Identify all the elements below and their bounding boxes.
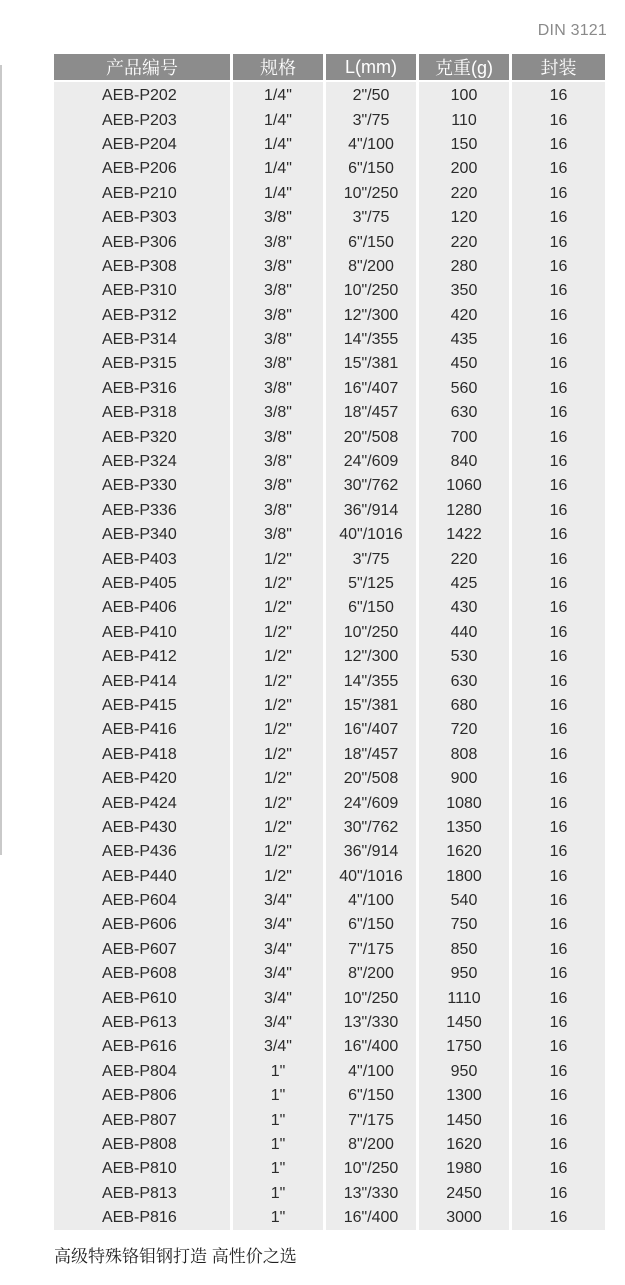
- weight-cell: 1110: [419, 986, 512, 1010]
- weight-cell: 1750: [419, 1035, 512, 1059]
- product-code-cell: AEB-P806: [54, 1084, 233, 1108]
- slogan-text: 高级特殊铬钼钢打造 高性价之选: [54, 1247, 297, 1266]
- length-cell: 3"/75: [326, 108, 419, 132]
- product-code-cell: AEB-P340: [54, 523, 233, 547]
- table-row: [54, 230, 605, 254]
- size-cell: 1/2": [233, 743, 326, 767]
- table-row: [54, 279, 605, 303]
- package-cell: 16: [512, 816, 605, 840]
- package-cell: 16: [512, 596, 605, 620]
- package-cell: 16: [512, 450, 605, 474]
- product-code-cell: AEB-P813: [54, 1182, 233, 1206]
- length-cell: 16"/400: [326, 1206, 419, 1230]
- table-row: [54, 1182, 605, 1206]
- size-cell: 3/8": [233, 401, 326, 425]
- size-cell: 1/2": [233, 816, 326, 840]
- package-cell: 16: [512, 767, 605, 791]
- length-cell: 24"/609: [326, 791, 419, 815]
- package-cell: 16: [512, 743, 605, 767]
- product-code-cell: AEB-P414: [54, 669, 233, 693]
- weight-cell: 1800: [419, 865, 512, 889]
- size-cell: 3/4": [233, 986, 326, 1010]
- weight-cell: 750: [419, 913, 512, 937]
- length-cell: 15"/381: [326, 352, 419, 376]
- table-row: [54, 1011, 605, 1035]
- package-cell: 16: [512, 889, 605, 913]
- size-cell: 3/8": [233, 474, 326, 498]
- package-cell: 16: [512, 962, 605, 986]
- size-cell: 1": [233, 1108, 326, 1132]
- length-cell: 6"/150: [326, 596, 419, 620]
- length-cell: 10"/250: [326, 621, 419, 645]
- package-cell: 16: [512, 986, 605, 1010]
- product-code-cell: AEB-P606: [54, 913, 233, 937]
- product-code-cell: AEB-P807: [54, 1108, 233, 1132]
- product-code-cell: AEB-P804: [54, 1060, 233, 1084]
- product-code-cell: AEB-P424: [54, 791, 233, 815]
- table-row: [54, 1108, 605, 1132]
- header-row: [54, 54, 605, 82]
- weight-cell: 110: [419, 108, 512, 132]
- length-cell: 14"/355: [326, 328, 419, 352]
- size-cell: 1/4": [233, 82, 326, 108]
- size-cell: 3/4": [233, 889, 326, 913]
- product-code-cell: AEB-P430: [54, 816, 233, 840]
- table-row: [54, 401, 605, 425]
- length-cell: 6"/150: [326, 230, 419, 254]
- weight-cell: 120: [419, 206, 512, 230]
- size-cell: 3/8": [233, 279, 326, 303]
- length-cell: 14"/355: [326, 669, 419, 693]
- length-cell: 13"/330: [326, 1011, 419, 1035]
- weight-cell: 630: [419, 401, 512, 425]
- size-cell: 3/8": [233, 230, 326, 254]
- weight-cell: 350: [419, 279, 512, 303]
- size-cell: 3/8": [233, 352, 326, 376]
- product-code-cell: AEB-P324: [54, 450, 233, 474]
- weight-cell: 1620: [419, 1133, 512, 1157]
- package-cell: 16: [512, 1011, 605, 1035]
- package-cell: 16: [512, 621, 605, 645]
- size-cell: 3/4": [233, 1011, 326, 1035]
- table-row: [54, 840, 605, 864]
- product-code-cell: AEB-P318: [54, 401, 233, 425]
- length-cell: 2"/50: [326, 82, 419, 108]
- package-cell: 16: [512, 474, 605, 498]
- length-cell: 12"/300: [326, 304, 419, 328]
- table-row: [54, 791, 605, 815]
- package-cell: 16: [512, 547, 605, 571]
- length-cell: 4"/100: [326, 1060, 419, 1084]
- length-cell: 15"/381: [326, 694, 419, 718]
- product-code-cell: AEB-P310: [54, 279, 233, 303]
- length-cell: 36"/914: [326, 840, 419, 864]
- length-cell: 20"/508: [326, 425, 419, 449]
- length-cell: 8"/200: [326, 962, 419, 986]
- table-row: [54, 547, 605, 571]
- product-code-cell: AEB-P415: [54, 694, 233, 718]
- weight-cell: 560: [419, 377, 512, 401]
- header-package: 封装: [512, 54, 605, 82]
- package-cell: 16: [512, 352, 605, 376]
- weight-cell: 420: [419, 304, 512, 328]
- product-code-cell: AEB-P303: [54, 206, 233, 230]
- length-cell: 6"/150: [326, 1084, 419, 1108]
- length-cell: 20"/508: [326, 767, 419, 791]
- product-code-cell: AEB-P320: [54, 425, 233, 449]
- package-cell: 16: [512, 1060, 605, 1084]
- weight-cell: 2450: [419, 1182, 512, 1206]
- length-cell: 18"/457: [326, 401, 419, 425]
- table-row: [54, 377, 605, 401]
- length-cell: 12"/300: [326, 645, 419, 669]
- product-code-cell: AEB-P206: [54, 157, 233, 181]
- size-cell: 1/2": [233, 767, 326, 791]
- table-row: [54, 1157, 605, 1181]
- header-product-code: 产品编号: [54, 54, 233, 82]
- package-cell: 16: [512, 82, 605, 108]
- table-header: [54, 54, 605, 82]
- package-cell: 16: [512, 1157, 605, 1181]
- weight-cell: 1060: [419, 474, 512, 498]
- package-cell: 16: [512, 304, 605, 328]
- package-cell: 16: [512, 499, 605, 523]
- product-spec-table: [54, 54, 605, 1230]
- length-cell: 5"/125: [326, 572, 419, 596]
- package-cell: 16: [512, 669, 605, 693]
- weight-cell: 1422: [419, 523, 512, 547]
- product-code-cell: AEB-P418: [54, 743, 233, 767]
- package-cell: 16: [512, 279, 605, 303]
- table-row: [54, 1206, 605, 1230]
- weight-cell: 220: [419, 547, 512, 571]
- product-code-cell: AEB-P202: [54, 82, 233, 108]
- length-cell: 24"/609: [326, 450, 419, 474]
- size-cell: 1/4": [233, 157, 326, 181]
- length-cell: 10"/250: [326, 1157, 419, 1181]
- product-code-cell: AEB-P306: [54, 230, 233, 254]
- table-row: [54, 182, 605, 206]
- package-cell: 16: [512, 206, 605, 230]
- header-size: 规格: [233, 54, 326, 82]
- package-cell: 16: [512, 645, 605, 669]
- size-cell: 3/4": [233, 962, 326, 986]
- package-cell: 16: [512, 108, 605, 132]
- weight-cell: 850: [419, 938, 512, 962]
- weight-cell: 900: [419, 767, 512, 791]
- package-cell: 16: [512, 1108, 605, 1132]
- size-cell: 1/2": [233, 865, 326, 889]
- table-row: [54, 255, 605, 279]
- table-row: [54, 474, 605, 498]
- weight-cell: 425: [419, 572, 512, 596]
- table-row: [54, 450, 605, 474]
- weight-cell: 1450: [419, 1011, 512, 1035]
- package-cell: 16: [512, 425, 605, 449]
- table-row: [54, 133, 605, 157]
- package-cell: 16: [512, 255, 605, 279]
- length-cell: 16"/400: [326, 1035, 419, 1059]
- package-cell: 16: [512, 1206, 605, 1230]
- length-cell: 3"/75: [326, 547, 419, 571]
- package-cell: 16: [512, 572, 605, 596]
- size-cell: 1/2": [233, 621, 326, 645]
- product-code-cell: AEB-P336: [54, 499, 233, 523]
- header-length: L(mm): [326, 54, 419, 82]
- weight-cell: 950: [419, 1060, 512, 1084]
- size-cell: 1/2": [233, 572, 326, 596]
- size-cell: 1/2": [233, 840, 326, 864]
- length-cell: 13"/330: [326, 1182, 419, 1206]
- product-code-cell: AEB-P308: [54, 255, 233, 279]
- weight-cell: 720: [419, 718, 512, 742]
- size-cell: 3/4": [233, 938, 326, 962]
- package-cell: 16: [512, 157, 605, 181]
- length-cell: 4"/100: [326, 889, 419, 913]
- weight-cell: 1980: [419, 1157, 512, 1181]
- length-cell: 40"/1016: [326, 865, 419, 889]
- length-cell: 40"/1016: [326, 523, 419, 547]
- size-cell: 1/2": [233, 645, 326, 669]
- product-code-cell: AEB-P607: [54, 938, 233, 962]
- package-cell: 16: [512, 401, 605, 425]
- weight-cell: 220: [419, 182, 512, 206]
- weight-cell: 540: [419, 889, 512, 913]
- product-code-cell: AEB-P410: [54, 621, 233, 645]
- table-row: [54, 938, 605, 962]
- length-cell: 6"/150: [326, 157, 419, 181]
- size-cell: 3/8": [233, 425, 326, 449]
- table-row: [54, 596, 605, 620]
- weight-cell: 1350: [419, 816, 512, 840]
- package-cell: 16: [512, 523, 605, 547]
- table-row: [54, 523, 605, 547]
- size-cell: 1": [233, 1084, 326, 1108]
- package-cell: 16: [512, 1084, 605, 1108]
- size-cell: 3/8": [233, 499, 326, 523]
- weight-cell: 950: [419, 962, 512, 986]
- product-code-cell: AEB-P314: [54, 328, 233, 352]
- table-row: [54, 1060, 605, 1084]
- package-cell: 16: [512, 1182, 605, 1206]
- table-row: [54, 304, 605, 328]
- size-cell: 3/8": [233, 328, 326, 352]
- length-cell: 36"/914: [326, 499, 419, 523]
- length-cell: 30"/762: [326, 816, 419, 840]
- weight-cell: 808: [419, 743, 512, 767]
- size-cell: 3/4": [233, 1035, 326, 1059]
- table-row: [54, 572, 605, 596]
- length-cell: 10"/250: [326, 182, 419, 206]
- length-cell: 16"/407: [326, 377, 419, 401]
- table-row: [54, 621, 605, 645]
- product-code-cell: AEB-P315: [54, 352, 233, 376]
- length-cell: 18"/457: [326, 743, 419, 767]
- size-cell: 1": [233, 1157, 326, 1181]
- table-row: [54, 816, 605, 840]
- length-cell: 8"/200: [326, 255, 419, 279]
- weight-cell: 100: [419, 82, 512, 108]
- product-code-cell: AEB-P312: [54, 304, 233, 328]
- package-cell: 16: [512, 913, 605, 937]
- product-code-cell: AEB-P203: [54, 108, 233, 132]
- package-cell: 16: [512, 938, 605, 962]
- size-cell: 1/2": [233, 718, 326, 742]
- table-row: [54, 694, 605, 718]
- table-row: [54, 108, 605, 132]
- table-row: [54, 669, 605, 693]
- table-row: [54, 767, 605, 791]
- weight-cell: 530: [419, 645, 512, 669]
- size-cell: 3/8": [233, 523, 326, 547]
- weight-cell: 450: [419, 352, 512, 376]
- size-cell: 3/4": [233, 913, 326, 937]
- length-cell: 8"/200: [326, 1133, 419, 1157]
- package-cell: 16: [512, 791, 605, 815]
- product-code-cell: AEB-P604: [54, 889, 233, 913]
- page-edge-divider: [0, 65, 2, 855]
- length-cell: 7"/175: [326, 1108, 419, 1132]
- size-cell: 1/2": [233, 547, 326, 571]
- product-code-cell: AEB-P330: [54, 474, 233, 498]
- length-cell: 6"/150: [326, 913, 419, 937]
- table-row: [54, 157, 605, 181]
- product-code-cell: AEB-P405: [54, 572, 233, 596]
- table-row: [54, 499, 605, 523]
- product-code-cell: AEB-P420: [54, 767, 233, 791]
- product-code-cell: AEB-P608: [54, 962, 233, 986]
- size-cell: 1": [233, 1182, 326, 1206]
- weight-cell: 700: [419, 425, 512, 449]
- table-row: [54, 743, 605, 767]
- package-cell: 16: [512, 230, 605, 254]
- table-row: [54, 865, 605, 889]
- product-code-cell: AEB-P616: [54, 1035, 233, 1059]
- weight-cell: 1620: [419, 840, 512, 864]
- size-cell: 3/8": [233, 255, 326, 279]
- product-code-cell: AEB-P810: [54, 1157, 233, 1181]
- weight-cell: 1300: [419, 1084, 512, 1108]
- product-code-cell: AEB-P204: [54, 133, 233, 157]
- weight-cell: 430: [419, 596, 512, 620]
- product-code-cell: AEB-P436: [54, 840, 233, 864]
- length-cell: 4"/100: [326, 133, 419, 157]
- table-row: [54, 1035, 605, 1059]
- size-cell: 3/8": [233, 304, 326, 328]
- size-cell: 1": [233, 1060, 326, 1084]
- size-cell: 1": [233, 1206, 326, 1230]
- size-cell: 1/2": [233, 669, 326, 693]
- size-cell: 1/2": [233, 791, 326, 815]
- size-cell: 1/4": [233, 108, 326, 132]
- size-cell: 3/8": [233, 450, 326, 474]
- weight-cell: 440: [419, 621, 512, 645]
- weight-cell: 840: [419, 450, 512, 474]
- size-cell: 3/8": [233, 206, 326, 230]
- table-body: [54, 82, 605, 1230]
- weight-cell: 280: [419, 255, 512, 279]
- length-cell: 16"/407: [326, 718, 419, 742]
- weight-cell: 200: [419, 157, 512, 181]
- package-cell: 16: [512, 1133, 605, 1157]
- weight-cell: 3000: [419, 1206, 512, 1230]
- table-row: [54, 328, 605, 352]
- package-cell: 16: [512, 328, 605, 352]
- table-row: [54, 962, 605, 986]
- product-code-cell: AEB-P613: [54, 1011, 233, 1035]
- product-code-cell: AEB-P412: [54, 645, 233, 669]
- table-row: [54, 352, 605, 376]
- package-cell: 16: [512, 865, 605, 889]
- table-row: [54, 718, 605, 742]
- weight-cell: 220: [419, 230, 512, 254]
- size-cell: 3/8": [233, 377, 326, 401]
- product-code-cell: AEB-P406: [54, 596, 233, 620]
- weight-cell: 630: [419, 669, 512, 693]
- table-row: [54, 1133, 605, 1157]
- length-cell: 3"/75: [326, 206, 419, 230]
- table-row: [54, 206, 605, 230]
- table-row: [54, 913, 605, 937]
- package-cell: 16: [512, 718, 605, 742]
- table-row: [54, 645, 605, 669]
- product-code-cell: AEB-P416: [54, 718, 233, 742]
- weight-cell: 680: [419, 694, 512, 718]
- size-cell: 1/4": [233, 182, 326, 206]
- standard-label: DIN 3121: [537, 22, 607, 39]
- package-cell: 16: [512, 1035, 605, 1059]
- size-cell: 1": [233, 1133, 326, 1157]
- product-code-cell: AEB-P210: [54, 182, 233, 206]
- weight-cell: 1450: [419, 1108, 512, 1132]
- table-row: [54, 1084, 605, 1108]
- length-cell: 7"/175: [326, 938, 419, 962]
- product-code-cell: AEB-P440: [54, 865, 233, 889]
- length-cell: 10"/250: [326, 986, 419, 1010]
- header-weight: 克重(g): [419, 54, 512, 82]
- package-cell: 16: [512, 840, 605, 864]
- table-row: [54, 425, 605, 449]
- package-cell: 16: [512, 694, 605, 718]
- length-cell: 30"/762: [326, 474, 419, 498]
- table-row: [54, 889, 605, 913]
- table-row: [54, 986, 605, 1010]
- length-cell: 10"/250: [326, 279, 419, 303]
- product-code-cell: AEB-P403: [54, 547, 233, 571]
- product-code-cell: AEB-P610: [54, 986, 233, 1010]
- package-cell: 16: [512, 377, 605, 401]
- weight-cell: 150: [419, 133, 512, 157]
- package-cell: 16: [512, 182, 605, 206]
- size-cell: 1/2": [233, 694, 326, 718]
- product-code-cell: AEB-P316: [54, 377, 233, 401]
- weight-cell: 1080: [419, 791, 512, 815]
- weight-cell: 1280: [419, 499, 512, 523]
- product-code-cell: AEB-P816: [54, 1206, 233, 1230]
- weight-cell: 435: [419, 328, 512, 352]
- table-row: [54, 82, 605, 108]
- size-cell: 1/2": [233, 596, 326, 620]
- package-cell: 16: [512, 133, 605, 157]
- product-code-cell: AEB-P808: [54, 1133, 233, 1157]
- size-cell: 1/4": [233, 133, 326, 157]
